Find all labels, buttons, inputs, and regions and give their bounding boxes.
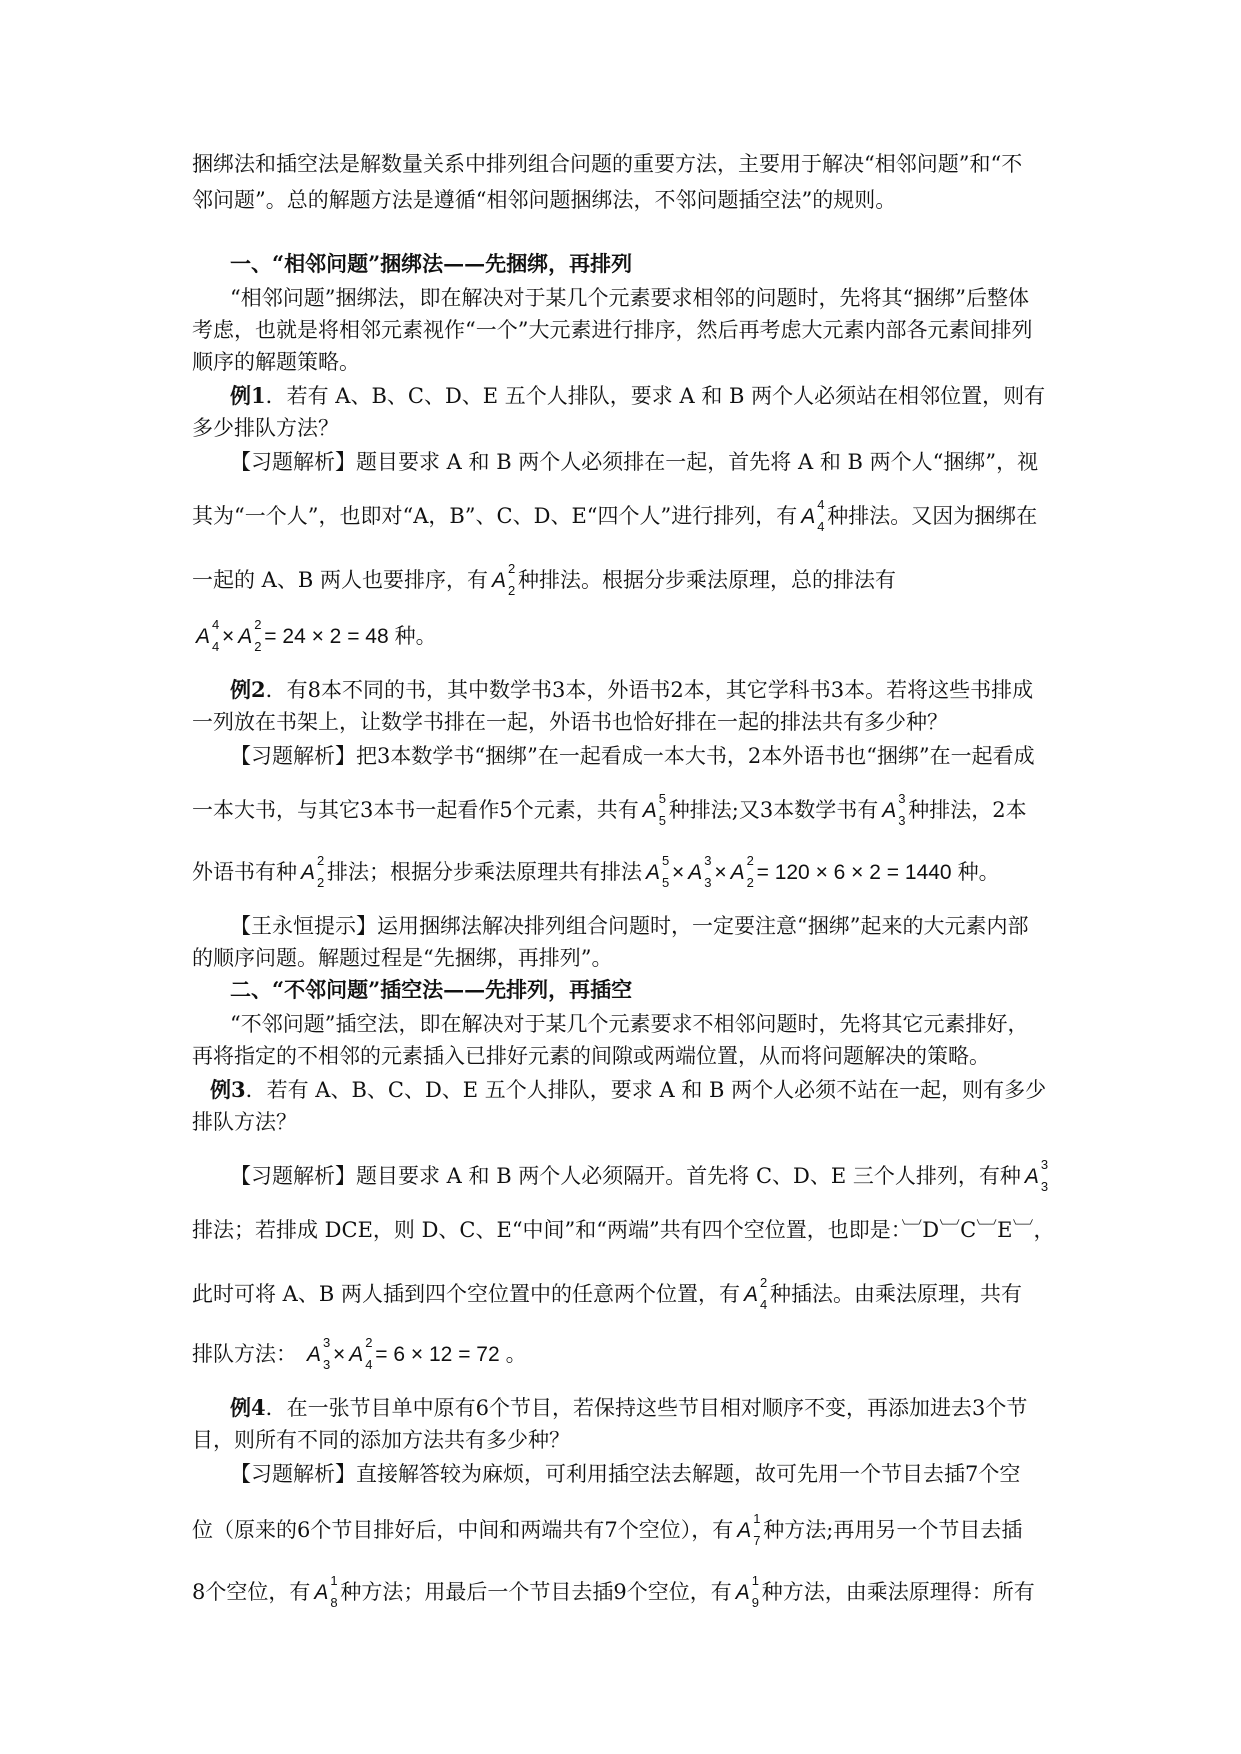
example-4-question-line-1 — [230, 1394, 1027, 1422]
section-1-para-line-3: 顺序的解题策略。 — [192, 350, 360, 374]
permutation-A55: A 5 5 — [646, 853, 670, 890]
example-4-analysis-text-f: 种方法，由乘法原理得：所有 — [761, 1580, 1035, 1604]
example-4-analysis-line-1: 【习题解析】直接解答较为麻烦，可利用插空法去解题，故可先用一个节目去插7个空 — [230, 1462, 1021, 1486]
example-2-label: 例2 — [230, 677, 266, 702]
example-2-analysis-line-2 — [192, 791, 1027, 828]
permutation-A42: A 2 4 — [349, 1335, 373, 1372]
permutation-A55: A 5 5 — [642, 791, 666, 828]
example-4-analysis-line-2 — [192, 1511, 1023, 1548]
example-2-analysis-line-3 — [192, 853, 1000, 890]
example-3-formula-result: = 6 × 12 = 72 — [375, 1343, 500, 1366]
permutation-A22: A 2 2 — [301, 853, 325, 890]
example-3-analysis-text-a: 【习题解析】题目要求 A 和 B 两个人必须隔开。首先将 C、D、E 三个人排列，有种 — [230, 1164, 1021, 1188]
example-3-question-line-2: 排队方法？ — [192, 1110, 297, 1134]
example-2-analysis-text-c: 又3本数学书有 — [738, 798, 879, 822]
permutation-A22: A 2 2 — [491, 561, 516, 598]
permutation-A42: A 2 4 — [743, 1275, 768, 1312]
example-2-analysis-text-d: 种排法，2本 — [908, 798, 1027, 822]
example-4-analysis-text-c: 再用另一个节目去插 — [833, 1518, 1023, 1542]
example-3-label: 例3 — [210, 1077, 246, 1102]
example-1-analysis-text-c: 一起的 A、B 两人也要排序，有 — [192, 568, 488, 592]
example-1-label: 例1 — [230, 383, 266, 408]
permutation-A81: A 1 8 — [314, 1573, 338, 1610]
permutation-A33: A 3 3 — [688, 853, 712, 890]
section-1-para-line-1: “相邻问题”捆绑法，即在解决对于某几个元素要求相邻的问题时，先将其“捆绑”后整体 — [230, 286, 1029, 310]
permutation-A33: A 3 3 — [307, 1335, 331, 1372]
tip-line-2: 的顺序问题。解题过程是“先捆绑，再排列”。 — [192, 946, 613, 970]
permutation-A91: A 1 9 — [735, 1573, 759, 1610]
section-1-heading: 一、“相邻问题”捆绑法——先捆绑，再排列 — [230, 251, 633, 276]
section-2-para-line-1: “不邻问题”插空法，即在解决对于某几个元素要求不相邻问题时，先将其它元素排好， — [230, 1012, 1029, 1036]
times-sign: × — [672, 861, 685, 884]
permutation-A71: A 1 7 — [737, 1511, 761, 1548]
example-3-analysis-text-b: 此时可将 A、B 两人插到四个空位置中的任意两个位置，有 — [192, 1282, 740, 1306]
intro-line-1: 捆绑法和插空法是解数量关系中排列组合问题的重要方法，主要用于解决“相邻问题”和“不 — [192, 152, 1023, 176]
example-2-analysis-text-a: 一本大书，与其它3本书一起看作5个元素，共有 — [192, 798, 639, 822]
example-4-analysis-text-d: 8个空位，有 — [192, 1580, 311, 1604]
example-3-formula-line — [192, 1335, 527, 1372]
example-2-analysis-text-b: 种排法; — [668, 798, 739, 822]
example-2-question-line-1 — [230, 676, 1033, 704]
example-2-question-text: ．有8本不同的书，其中数学书3本，外语书2本，其它学科书3本。若将这些书排成 — [265, 678, 1034, 702]
example-3-question-text: ．若有 A、B、C、D、E 五个人排队，要求 A 和 B 两个人必须不站在一起，则有多少 — [245, 1078, 1047, 1102]
permutation-A44: A 4 4 — [801, 497, 825, 534]
example-4-label: 例4 — [230, 1395, 266, 1420]
example-1-formula-times: × — [222, 625, 235, 648]
example-1-analysis-text-b: 种排法。又因为捆绑在 — [827, 504, 1038, 528]
example-4-question-line-2: 目，则所有不同的添加方法共有多少种？ — [192, 1428, 570, 1452]
example-1-formula-result: = 24 × 2 = 48 — [264, 625, 389, 648]
example-3-analysis-text-c: 种插法。由乘法原理，共有 — [769, 1282, 1022, 1306]
example-2-analysis-text-f: 排法；根据分步乘法原理共有排法 — [327, 860, 643, 884]
example-3-analysis-text-e: 。 — [505, 1342, 527, 1366]
permutation-A44: A 4 4 — [196, 617, 220, 654]
example-2-analysis-line-1: 【习题解析】把3本数学书“捆绑”在一起看成一本大书，2本外语书也“捆绑”在一起看成 — [230, 744, 1035, 768]
example-1-question-line-1 — [230, 382, 1045, 410]
example-2-question-line-2: 一列放在书架上，让数学书排在一起，外语书也恰好排在一起的排法共有多少种？ — [192, 710, 948, 734]
permutation-A22: A 2 2 — [238, 617, 262, 654]
example-3-analysis-text-d: 排队方法： — [192, 1342, 297, 1366]
example-1-analysis-text-d: 种排法。根据分步乘法原理，总的排法有 — [517, 568, 896, 592]
example-1-analysis-line-1: 【习题解析】题目要求 A 和 B 两个人必须排在一起，首先将 A 和 B 两个人“捆绑”，视 — [230, 450, 1039, 474]
example-1-question-text: ．若有 A、B、C、D、E 五个人排队，要求 A 和 B 两个人必须站在相邻位置，则有 — [265, 384, 1046, 408]
example-4-analysis-line-3 — [192, 1573, 1035, 1610]
example-4-question-text: ．在一张节目单中原有6个节目，若保持这些节目相对顺序不变，再添加进去3个节 — [265, 1396, 1028, 1420]
section-2-para-line-2: 再将指定的不相邻的元素插入已排好元素的间隙或两端位置，从而将问题解决的策略。 — [192, 1044, 990, 1068]
times-sign: × — [714, 861, 727, 884]
example-1-formula-line — [192, 617, 437, 654]
example-1-analysis-line-3 — [192, 561, 896, 598]
example-1-analysis-line-2 — [192, 497, 1038, 534]
example-3-question-line-1 — [210, 1076, 1046, 1104]
example-2-analysis-text-g: 种。 — [957, 860, 1000, 884]
example-3-analysis-line-2: 排法；若排成 DCE，则 D、C、E“中间”和“两端”共有四个空位置，也即是：︺D︺C︺E︺， — [192, 1218, 1055, 1242]
permutation-A33: A 3 3 — [882, 791, 906, 828]
permutation-A33: A 3 3 — [1024, 1157, 1049, 1194]
example-1-analysis-text-a: 其为“一个人”，也即对“A，B”、C、D、E“四个人”进行排列，有 — [192, 504, 798, 528]
example-4-analysis-text-a: 位（原来的6个节目排好后，中间和两端共有7个空位），有 — [192, 1518, 734, 1542]
intro-line-2: 邻问题”。总的解题方法是遵循“相邻问题捆绑法，不邻问题插空法”的规则。 — [192, 188, 897, 212]
example-1-formula-tail: 种。 — [394, 624, 437, 648]
example-4-analysis-text-e: 种方法；用最后一个节目去插9个空位，有 — [340, 1580, 732, 1604]
example-3-analysis-line-1 — [230, 1157, 1051, 1194]
example-3-analysis-line-3 — [192, 1275, 1022, 1312]
example-2-analysis-text-e: 外语书有种 — [192, 860, 297, 884]
section-2-heading: 二、“不邻问题”插空法——先排列，再插空 — [230, 977, 633, 1002]
example-4-analysis-text-b: 种方法; — [763, 1518, 834, 1542]
example-1-question-line-2: 多少排队方法？ — [192, 416, 339, 440]
section-1-para-line-2: 考虑，也就是将相邻元素视作“一个”大元素进行排序，然后再考虑大元素内部各元素间排列 — [192, 318, 1033, 342]
tip-line-1: 【王永恒提示】运用捆绑法解决排列组合问题时，一定要注意“捆绑”起来的大元素内部 — [230, 914, 1029, 938]
example-2-formula-result: = 120 × 6 × 2 = 1440 — [756, 861, 952, 884]
times-sign: × — [333, 1343, 346, 1366]
permutation-A22: A 2 2 — [730, 853, 754, 890]
